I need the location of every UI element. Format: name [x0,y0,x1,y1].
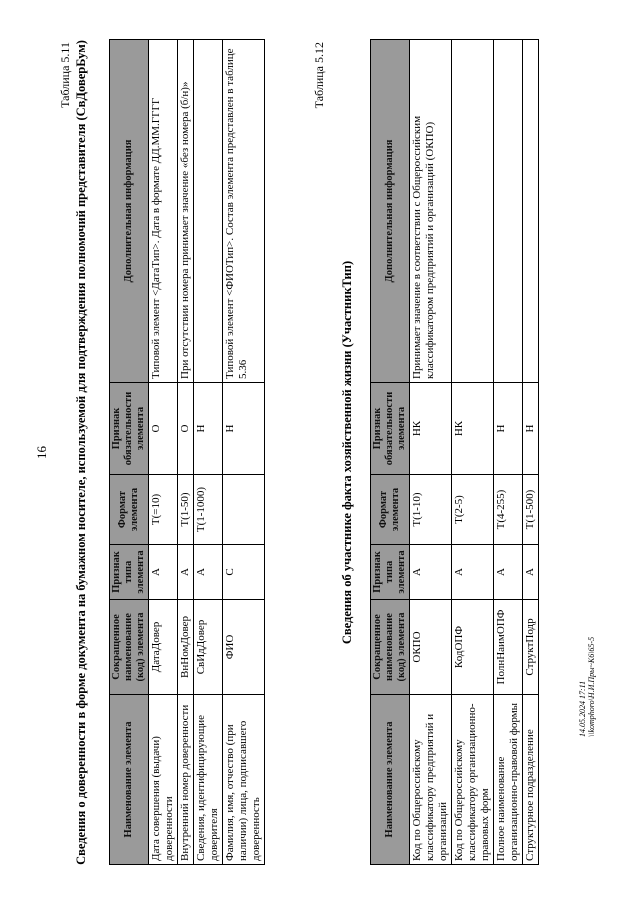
header-cell: Сокращенное наименование (код) элемента [371,600,410,695]
header-cell: Формат элемента [110,475,149,545]
table-cell: При отсутствии номера принимает значение «без номера (б/н)» [178,40,194,383]
header-cell: Признак обязательности элемента [110,383,149,475]
table-cell: Типовой элемент <ДатаТип>. Дата в формате ДД.ММ.ГГГГ [149,40,178,383]
table-5-11 [109,39,265,865]
table-cell: Полное наименование организационно-правовой формы [494,695,523,865]
table-cell: Н [223,383,265,475]
table-cell: Сведения, идентифицирующие доверителя [194,695,223,865]
table-row [223,40,265,865]
table-title-5-12: Сведения об участнике факта хозяйственной жизни (УчастникТип) [340,260,354,645]
table-cell [452,40,494,383]
table-cell [223,475,265,545]
table-cell [494,40,523,383]
table-cell: А [410,545,452,600]
table-cell: ВнНомДовер [178,600,194,695]
table-cell: Фамилия, имя, отчество (при наличии) лица, подписавшего доверенность [223,695,265,865]
table-cell [523,40,539,383]
table-row [194,40,223,865]
table-cell: ПолнНаимОПФ [494,600,523,695]
header-cell: Формат элемента [371,475,410,545]
header-cell: Сокращенное наименование (код) элемента [110,600,149,695]
table-cell: T(4-255) [494,475,523,545]
table-cell: Внутренний номер доверенности [178,695,194,865]
table-caption-5-12: Таблица 5.12 [312,42,326,109]
table-cell: А [149,545,178,600]
table-cell: СвИдДовер [194,600,223,695]
table-cell: Код по Общероссийскому классификатору предприятий и организаций [410,695,452,865]
table-cell: А [452,545,494,600]
table-cell: Структурное подразделение [523,695,539,865]
table-5-12 [370,39,539,865]
table-cell: А [194,545,223,600]
header-cell: Дополнительная информация [110,40,149,383]
table-cell: ДатаДовер [149,600,178,695]
table-cell: О [178,383,194,475]
table-cell: О [149,383,178,475]
table-title-5-11: Сведения о доверенности в форме документа на бумажном носителе, используемой для подтверждения полномочий представителя (СвДоверБум) [74,40,88,865]
header-cell: Признак типа элемента [110,545,149,600]
table-row [410,40,452,865]
table-cell: T(1-500) [523,475,539,545]
table-cell: Н [523,383,539,475]
table-cell [194,40,223,383]
header-cell: Дополнительная информация [371,40,410,383]
table-cell: Типовой элемент <ФИОТип>. Состав элемента представлен в таблице 5.36 [223,40,265,383]
table-cell: Код по Общероссийскому классификатору организационно-правовых форм [452,695,494,865]
table-row [452,40,494,865]
header-cell: Наименование элемента [371,695,410,865]
table-cell: Н [194,383,223,475]
table-cell: Н [494,383,523,475]
print-stamp-date: 14.05.2024 17:11 [578,680,587,737]
table-cell: ОКПО [410,600,452,695]
header-cell: Признак типа элемента [371,545,410,600]
table-cell: T(1-10) [410,475,452,545]
table-caption-5-11: Таблица 5.11 [58,42,72,108]
table-cell: ФИО [223,600,265,695]
table-cell: СтруктПодр [523,600,539,695]
header-cell: Признак обязательности элемента [371,383,410,475]
page-number: 16 [34,446,49,459]
table-cell: А [494,545,523,600]
table-row [494,40,523,865]
table-row [523,40,539,865]
table-cell: T(1-1000) [194,475,223,545]
table-row [178,40,194,865]
table-cell: T(1-50) [178,475,194,545]
print-stamp [578,637,596,737]
table-cell: КодОПФ [452,600,494,695]
table-cell: Дата совершения (выдачи) доверенности [149,695,178,865]
table-cell: T(=10) [149,475,178,545]
table-cell: T(2-5) [452,475,494,545]
table-cell: НК [410,383,452,475]
table-cell: НК [452,383,494,475]
header-cell: Наименование элемента [110,695,149,865]
table-header-row [110,40,149,865]
table-cell: Принимает значение в соответствии с Общероссийским классификатором предприятий и организаций (ОКПО) [410,40,452,383]
table-header-row [371,40,410,865]
table-cell: С [223,545,265,600]
table-row [149,40,178,865]
table-cell: А [178,545,194,600]
table-cell: А [523,545,539,600]
print-stamp-path: \\komphoro\Н.И.Пры~К6\65-5 [587,636,596,737]
